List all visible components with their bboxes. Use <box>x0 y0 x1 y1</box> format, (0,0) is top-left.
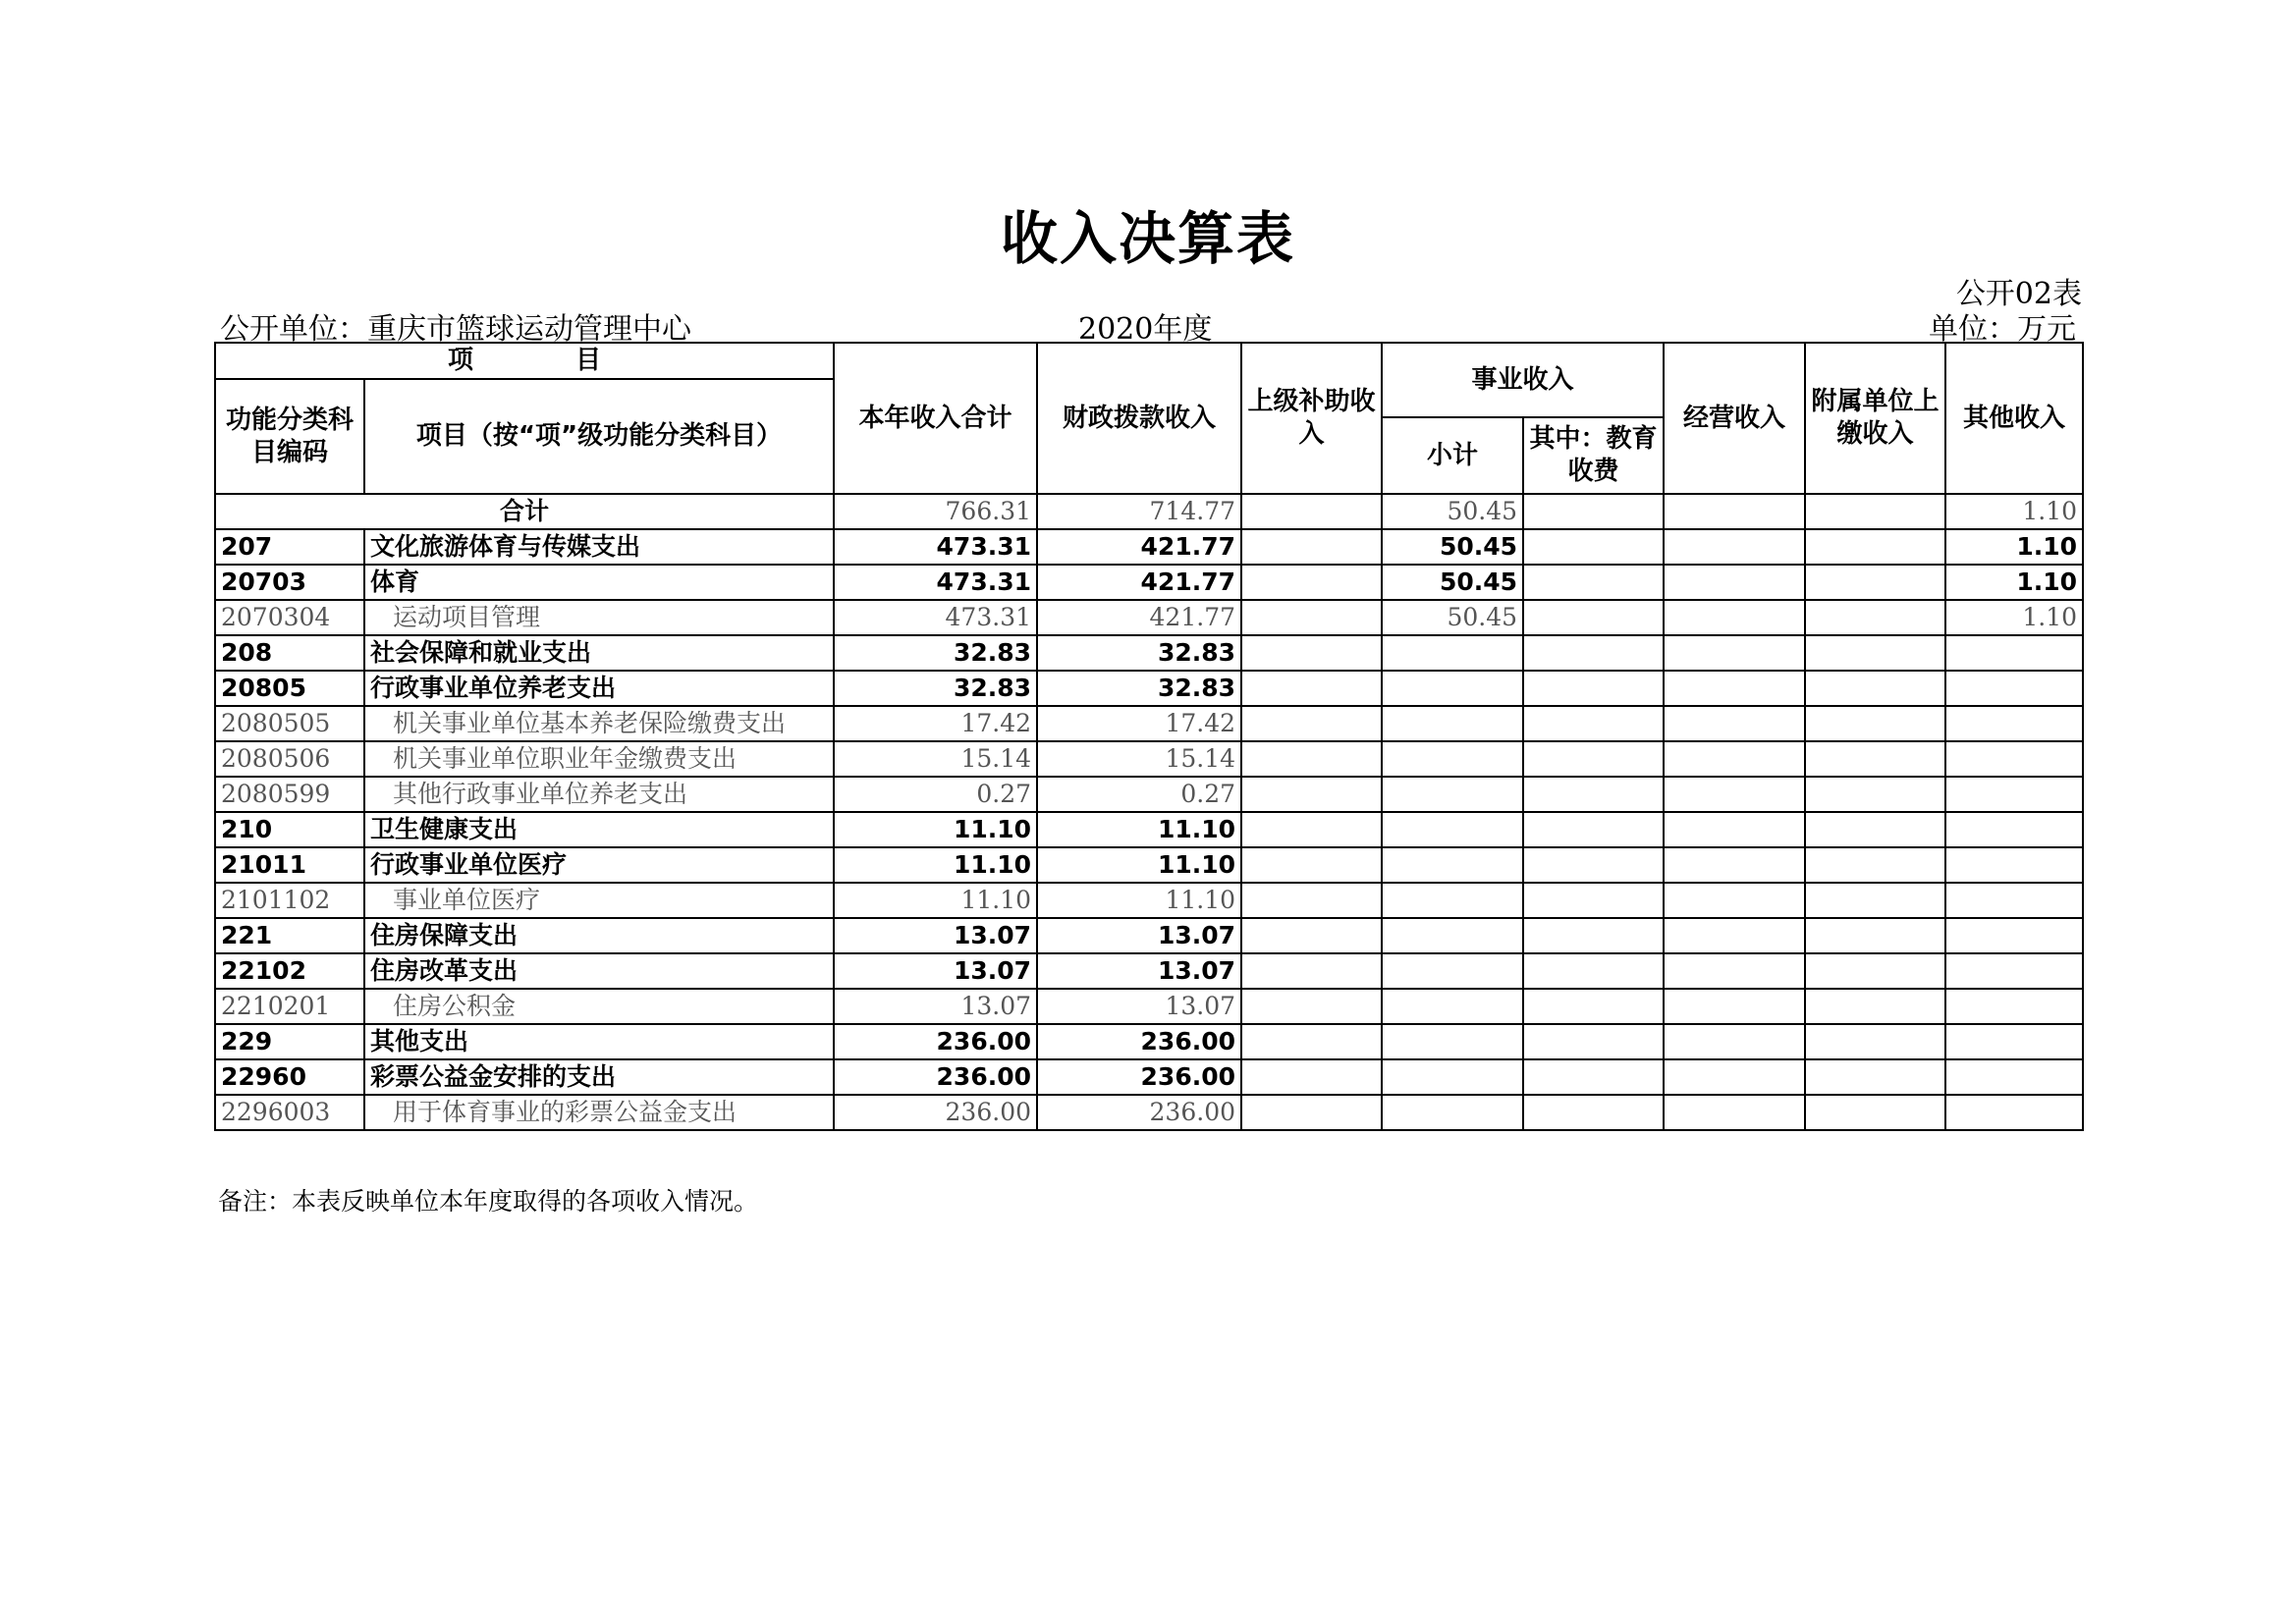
operating-cell <box>1664 883 1805 918</box>
edu-cell <box>1523 883 1664 918</box>
code-cell: 22960 <box>215 1059 364 1095</box>
edu-cell <box>1523 953 1664 989</box>
income-table <box>214 342 2084 1131</box>
header-business-edu: 其中：教育收费 <box>1523 417 1664 494</box>
code-cell: 2296003 <box>215 1095 364 1130</box>
total-cell: 236.00 <box>834 1024 1037 1059</box>
subtotal-cell <box>1382 1024 1523 1059</box>
total-cell: 473.31 <box>834 600 1037 635</box>
fiscal-cell: 13.07 <box>1037 953 1241 989</box>
operating-cell <box>1664 494 1805 529</box>
superior-cell <box>1241 706 1382 741</box>
affiliated-cell <box>1805 1095 1945 1130</box>
affiliated-cell <box>1805 635 1945 671</box>
superior-cell <box>1241 1024 1382 1059</box>
fiscal-cell: 236.00 <box>1037 1024 1241 1059</box>
edu-cell <box>1523 812 1664 847</box>
other-cell <box>1945 918 2083 953</box>
table-row <box>215 706 2083 741</box>
superior-cell <box>1241 918 1382 953</box>
table-note: 备注：本表反映单位本年度取得的各项收入情况。 <box>218 1187 759 1216</box>
total-cell: 11.10 <box>834 883 1037 918</box>
name-cell: 行政事业单位养老支出 <box>364 671 834 706</box>
header-fiscal: 财政拨款收入 <box>1037 343 1241 494</box>
subtotal-cell <box>1382 847 1523 883</box>
header-item-group: 项 目 <box>215 343 834 379</box>
header-affiliated: 附属单位上缴收入 <box>1805 343 1945 494</box>
header-business-subtotal: 小计 <box>1382 417 1523 494</box>
affiliated-cell <box>1805 847 1945 883</box>
table-row <box>215 741 2083 777</box>
edu-cell <box>1523 1059 1664 1095</box>
header-total: 本年收入合计 <box>834 343 1037 494</box>
superior-cell <box>1241 989 1382 1024</box>
subtotal-cell <box>1382 989 1523 1024</box>
name-cell: 行政事业单位医疗 <box>364 847 834 883</box>
table-row <box>215 529 2083 565</box>
subtotal-cell: 50.45 <box>1382 565 1523 600</box>
currency-unit: 单位：万元 <box>1929 312 2076 347</box>
operating-cell <box>1664 565 1805 600</box>
fiscal-cell: 15.14 <box>1037 741 1241 777</box>
subtotal-cell: 50.45 <box>1382 600 1523 635</box>
edu-cell <box>1523 706 1664 741</box>
report-info-bar <box>214 304 2082 347</box>
subtotal-cell <box>1382 883 1523 918</box>
code-cell: 21011 <box>215 847 364 883</box>
other-cell <box>1945 989 2083 1024</box>
affiliated-cell <box>1805 494 1945 529</box>
fiscal-cell: 421.77 <box>1037 600 1241 635</box>
total-cell: 17.42 <box>834 706 1037 741</box>
edu-cell <box>1523 847 1664 883</box>
total-cell: 32.83 <box>834 635 1037 671</box>
header-operating: 经营收入 <box>1664 343 1805 494</box>
fiscal-cell: 0.27 <box>1037 777 1241 812</box>
affiliated-cell <box>1805 1059 1945 1095</box>
total-cell: 766.31 <box>834 494 1037 529</box>
subtotal-cell <box>1382 671 1523 706</box>
edu-cell <box>1523 494 1664 529</box>
fiscal-cell: 236.00 <box>1037 1059 1241 1095</box>
fiscal-cell: 11.10 <box>1037 883 1241 918</box>
fiscal-cell: 13.07 <box>1037 989 1241 1024</box>
operating-cell <box>1664 600 1805 635</box>
other-cell <box>1945 1059 2083 1095</box>
name-cell: 事业单位医疗 <box>364 883 834 918</box>
total-label: 合计 <box>215 494 834 529</box>
superior-cell <box>1241 812 1382 847</box>
operating-cell <box>1664 777 1805 812</box>
form-number: 公开02表 <box>1955 277 2082 311</box>
operating-cell <box>1664 918 1805 953</box>
table-row <box>215 565 2083 600</box>
other-cell <box>1945 706 2083 741</box>
header-name: 项目（按“项”级功能分类科目） <box>364 379 834 494</box>
header-business-group: 事业收入 <box>1382 343 1664 417</box>
fiscal-cell: 32.83 <box>1037 671 1241 706</box>
name-cell: 机关事业单位基本养老保险缴费支出 <box>364 706 834 741</box>
table-row <box>215 1059 2083 1095</box>
code-cell: 22102 <box>215 953 364 989</box>
affiliated-cell <box>1805 565 1945 600</box>
subtotal-cell <box>1382 953 1523 989</box>
affiliated-cell <box>1805 529 1945 565</box>
affiliated-cell <box>1805 883 1945 918</box>
table-row <box>215 671 2083 706</box>
code-cell: 208 <box>215 635 364 671</box>
header-superior: 上级补助收入 <box>1241 343 1382 494</box>
table-row <box>215 1024 2083 1059</box>
name-cell: 体育 <box>364 565 834 600</box>
code-cell: 2080506 <box>215 741 364 777</box>
edu-cell <box>1523 565 1664 600</box>
fiscal-cell: 421.77 <box>1037 565 1241 600</box>
operating-cell <box>1664 1024 1805 1059</box>
subtotal-cell <box>1382 918 1523 953</box>
total-cell: 0.27 <box>834 777 1037 812</box>
affiliated-cell <box>1805 777 1945 812</box>
affiliated-cell <box>1805 989 1945 1024</box>
code-cell: 2070304 <box>215 600 364 635</box>
superior-cell <box>1241 671 1382 706</box>
operating-cell <box>1664 953 1805 989</box>
name-cell: 其他支出 <box>364 1024 834 1059</box>
code-cell: 2210201 <box>215 989 364 1024</box>
affiliated-cell <box>1805 1024 1945 1059</box>
other-cell: 1.10 <box>1945 565 2083 600</box>
fiscal-cell: 714.77 <box>1037 494 1241 529</box>
other-cell <box>1945 741 2083 777</box>
other-cell <box>1945 1095 2083 1130</box>
edu-cell <box>1523 989 1664 1024</box>
fiscal-cell: 11.10 <box>1037 847 1241 883</box>
code-cell: 2080599 <box>215 777 364 812</box>
total-cell: 236.00 <box>834 1059 1037 1095</box>
total-cell: 11.10 <box>834 847 1037 883</box>
affiliated-cell <box>1805 953 1945 989</box>
edu-cell <box>1523 635 1664 671</box>
operating-cell <box>1664 812 1805 847</box>
name-cell: 卫生健康支出 <box>364 812 834 847</box>
affiliated-cell <box>1805 918 1945 953</box>
page-title: 收入决算表 <box>1000 205 1295 272</box>
other-cell <box>1945 635 2083 671</box>
code-cell: 20805 <box>215 671 364 706</box>
subtotal-cell <box>1382 777 1523 812</box>
other-cell <box>1945 883 2083 918</box>
operating-cell <box>1664 706 1805 741</box>
superior-cell <box>1241 883 1382 918</box>
superior-cell <box>1241 529 1382 565</box>
subtotal-cell <box>1382 635 1523 671</box>
edu-cell <box>1523 1024 1664 1059</box>
superior-cell <box>1241 741 1382 777</box>
code-cell: 221 <box>215 918 364 953</box>
operating-cell <box>1664 1059 1805 1095</box>
superior-cell <box>1241 1059 1382 1095</box>
total-cell: 13.07 <box>834 989 1037 1024</box>
other-cell <box>1945 953 2083 989</box>
fiscal-cell: 13.07 <box>1037 918 1241 953</box>
name-cell: 文化旅游体育与传媒支出 <box>364 529 834 565</box>
subtotal-cell <box>1382 1059 1523 1095</box>
name-cell: 住房改革支出 <box>364 953 834 989</box>
subtotal-cell <box>1382 706 1523 741</box>
name-cell: 住房公积金 <box>364 989 834 1024</box>
total-cell: 473.31 <box>834 529 1037 565</box>
edu-cell <box>1523 918 1664 953</box>
superior-cell <box>1241 635 1382 671</box>
operating-cell <box>1664 671 1805 706</box>
superior-cell <box>1241 777 1382 812</box>
report-year: 2020年度 <box>1078 312 1213 347</box>
total-row <box>215 494 2083 529</box>
total-cell: 236.00 <box>834 1095 1037 1130</box>
other-cell: 1.10 <box>1945 494 2083 529</box>
header-other: 其他收入 <box>1945 343 2083 494</box>
superior-cell <box>1241 600 1382 635</box>
header-code: 功能分类科目编码 <box>215 379 364 494</box>
edu-cell <box>1523 1095 1664 1130</box>
table-body <box>215 494 2083 1130</box>
affiliated-cell <box>1805 812 1945 847</box>
other-cell <box>1945 812 2083 847</box>
superior-cell <box>1241 1095 1382 1130</box>
table-row <box>215 1095 2083 1130</box>
superior-cell <box>1241 565 1382 600</box>
fiscal-cell: 32.83 <box>1037 635 1241 671</box>
edu-cell <box>1523 529 1664 565</box>
edu-cell <box>1523 777 1664 812</box>
superior-cell <box>1241 847 1382 883</box>
affiliated-cell <box>1805 706 1945 741</box>
superior-cell <box>1241 953 1382 989</box>
subtotal-cell <box>1382 812 1523 847</box>
operating-cell <box>1664 989 1805 1024</box>
table-row <box>215 847 2083 883</box>
total-cell: 15.14 <box>834 741 1037 777</box>
table-header <box>215 343 2083 494</box>
code-cell: 20703 <box>215 565 364 600</box>
superior-cell <box>1241 494 1382 529</box>
operating-cell <box>1664 635 1805 671</box>
total-cell: 13.07 <box>834 953 1037 989</box>
edu-cell <box>1523 671 1664 706</box>
name-cell: 彩票公益金安排的支出 <box>364 1059 834 1095</box>
fiscal-cell: 236.00 <box>1037 1095 1241 1130</box>
other-cell <box>1945 847 2083 883</box>
name-cell: 住房保障支出 <box>364 918 834 953</box>
code-cell: 207 <box>215 529 364 565</box>
other-cell <box>1945 1024 2083 1059</box>
subtotal-cell <box>1382 741 1523 777</box>
table-row <box>215 883 2083 918</box>
operating-cell <box>1664 529 1805 565</box>
code-cell: 2080505 <box>215 706 364 741</box>
subtotal-cell: 50.45 <box>1382 529 1523 565</box>
other-cell: 1.10 <box>1945 600 2083 635</box>
name-cell: 运动项目管理 <box>364 600 834 635</box>
name-cell: 用于体育事业的彩票公益金支出 <box>364 1095 834 1130</box>
other-cell <box>1945 777 2083 812</box>
affiliated-cell <box>1805 671 1945 706</box>
table-row <box>215 918 2083 953</box>
table-row <box>215 600 2083 635</box>
total-cell: 13.07 <box>834 918 1037 953</box>
affiliated-cell <box>1805 600 1945 635</box>
other-cell: 1.10 <box>1945 529 2083 565</box>
total-cell: 473.31 <box>834 565 1037 600</box>
other-cell <box>1945 671 2083 706</box>
operating-cell <box>1664 847 1805 883</box>
code-cell: 229 <box>215 1024 364 1059</box>
publishing-unit: 公开单位：重庆市篮球运动管理中心 <box>220 312 691 347</box>
code-cell: 210 <box>215 812 364 847</box>
operating-cell <box>1664 741 1805 777</box>
fiscal-cell: 11.10 <box>1037 812 1241 847</box>
table-row <box>215 812 2083 847</box>
fiscal-cell: 17.42 <box>1037 706 1241 741</box>
table-row <box>215 989 2083 1024</box>
fiscal-cell: 421.77 <box>1037 529 1241 565</box>
edu-cell <box>1523 600 1664 635</box>
table-row <box>215 635 2083 671</box>
affiliated-cell <box>1805 741 1945 777</box>
name-cell: 其他行政事业单位养老支出 <box>364 777 834 812</box>
subtotal-cell: 50.45 <box>1382 494 1523 529</box>
total-cell: 32.83 <box>834 671 1037 706</box>
total-cell: 11.10 <box>834 812 1037 847</box>
table-row <box>215 953 2083 989</box>
name-cell: 机关事业单位职业年金缴费支出 <box>364 741 834 777</box>
code-cell: 2101102 <box>215 883 364 918</box>
table-row <box>215 777 2083 812</box>
operating-cell <box>1664 1095 1805 1130</box>
name-cell: 社会保障和就业支出 <box>364 635 834 671</box>
subtotal-cell <box>1382 1095 1523 1130</box>
edu-cell <box>1523 741 1664 777</box>
